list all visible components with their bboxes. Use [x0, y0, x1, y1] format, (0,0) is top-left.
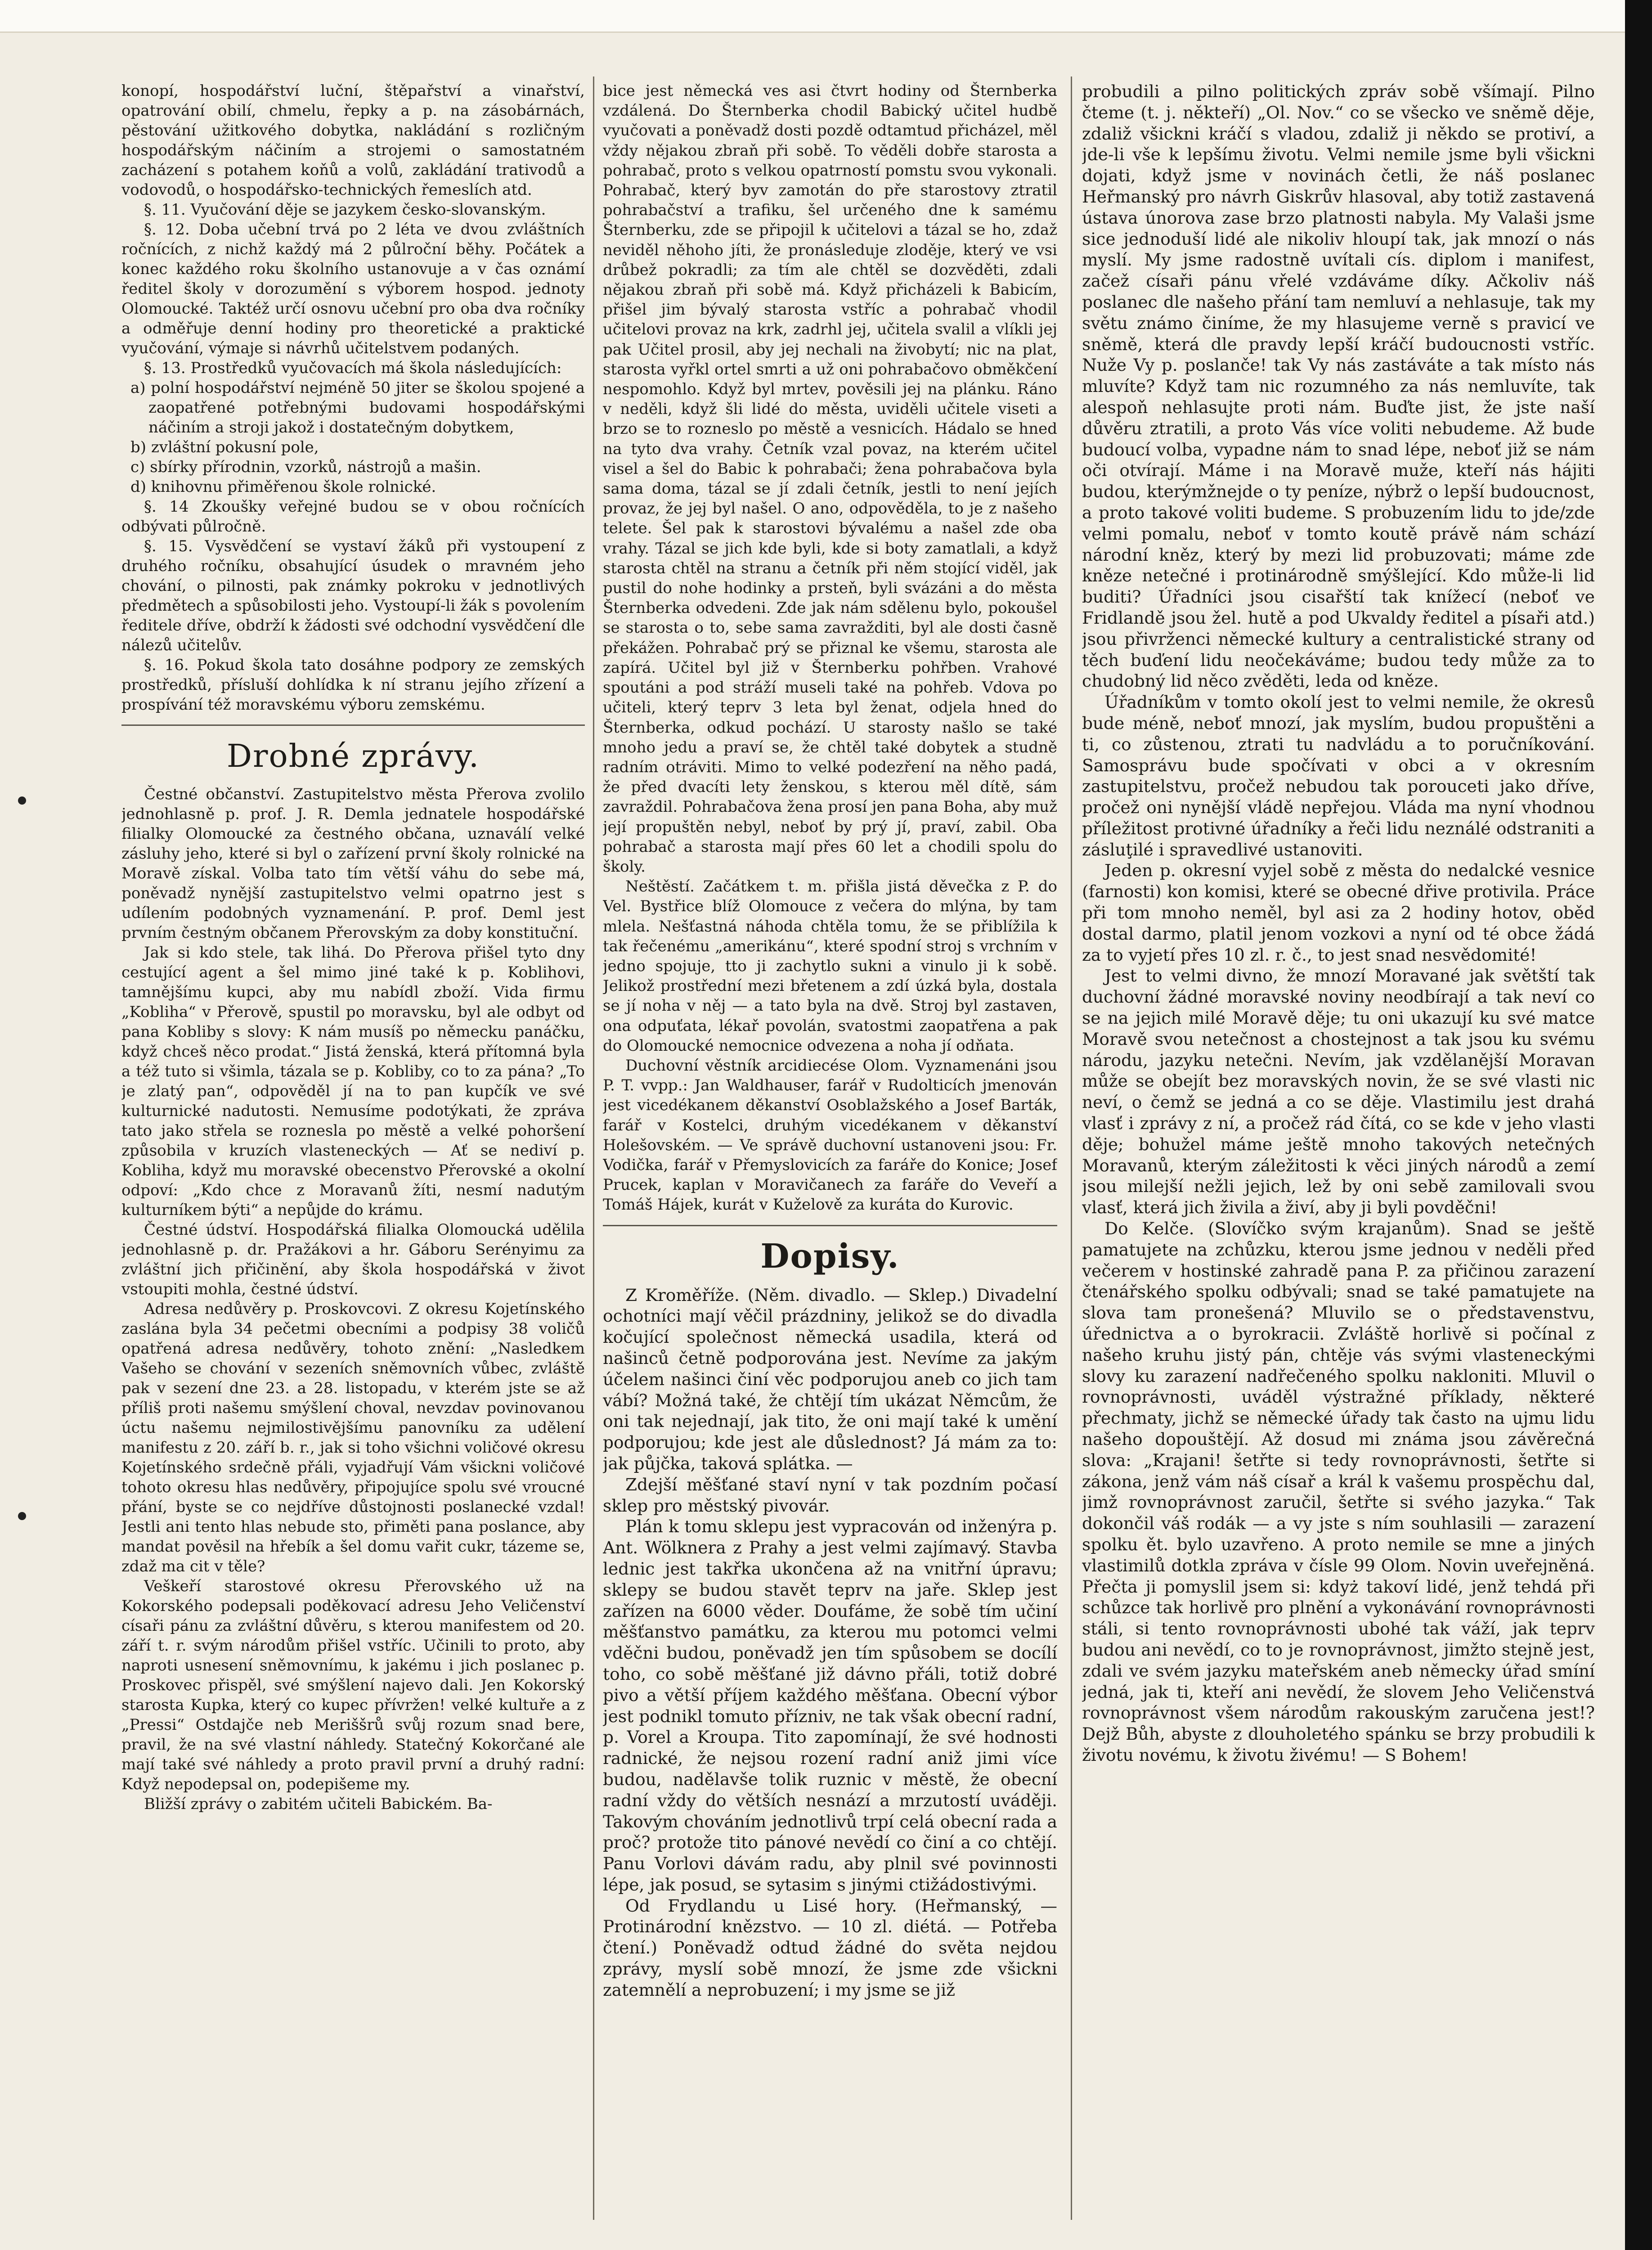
article-paragraph: §. 12. Doba učební trvá po 2 léta ve dvou zvláštních ročnících, z nichž každý má 2 půlroční běhy. Počátek a konec každého roku školního ustanovuje a v čas oznámí ředitel školy v dorozumění s výborem hospod. jednoty Olomoucké. Taktéž určí osnovu učební pro oba dva ročníky a odměřuje denní hodiny pro theoretické a praktické vyučování, výmaje si návrhů učitelstvem podaných.	[121, 220, 585, 357]
article-paragraph: §. 16. Pokud škola tato dosáhne podpory ze zemských prostředků, přísluší dohlídka k ní stranu jejího zřízení a prospívání též moravskému výboru zemskému.	[121, 656, 585, 714]
letter-paragraph: Jeden p. okresní vyjel sobě z města do nedalcké vesnice (farnosti) kon komisi, které se obecné dřive protivila. Práce při tom mnoho neměl, byl asi za 2 hodiny hotov, oběd dostal darmo, platil jenom vozkovi a nyní od té obce žádá za to vyjetí přes 10 zl. r. č., to jest snad nesvědomité!	[1082, 860, 1595, 965]
article-paragraph: §. 13. Prostředků vyučovacích má škola následujících:	[144, 359, 562, 377]
news-item: Neštěstí. Začátkem t. m. přišla jistá děvečka z P. do Vel. Bystřice blíž Olomouce z večera do mlýna, by tam mlela. Nešťastná náhoda chtěla tomu, že se přiblížila k tak řečenému „amerikánu“, které spodní stroj s vrchním v jedno spojuje, tto ji zachytlo sukni a vinulo ji k sobě. Jelikož prostřední mezi břetenem a zdí úzká byla, dostala se jí noha v něj — a tato byla na dvě. Stroj byl zastaven, ona odpuťata, lékař povolán, svatostmi zaopatřena a pak do Olomoucké nemocnice odvezena a noha jí odňata.	[603, 878, 1057, 1055]
column-2	[603, 81, 1057, 2215]
article-paragraph: §. 15. Vysvědčení se vystaví žáků při vystoupení z druhého ročníku, obsahující úsudek o mravném jeho chování, o pilnosti, pak známky pokroku v jednotlivých předmětech a spůsobilosti jeho. Vystoupí-li žák s povolením ředitele dříve, obdrží k žádosti své odchodní vysvědčení dle nálezů učitelův.	[121, 537, 585, 654]
section-heading-drobne-zpravy: Drobné zprávy.	[226, 738, 480, 774]
letter-paragraph: Jest to velmi divno, že mnozí Moravané jak světští tak duchovní žádné moravské noviny neodbírají a tak neví co se na jejich milé Moravě děje; tu oni ukazují ku své matce Moravě svou netečnost a chostejnost a tak jsou ku svému národu, jazyku netečni. Nevím, jak vzdělanější Moravan může se obejít bez moravských novin, že se své vlasti nic neví, o čemž se jedná a co se děje. Vlastimilu jest drahá vlasť i zprávy z ní, a pročež rád čítá, co se kde v jeho vlasti děje; bohužel máme ještě mnoho takových netečných Moravanů, kterým záležitosti k věci jiných národů a zemí jsou milejší nežli jejich, lež by oni sebě zamilovali svou vlasť, která jich živila a živí, aby ji byli povděčni!	[1082, 966, 1595, 1218]
news-item: Veškeří starostové okresu Přerovského už na Kokorského podepsali poděkovací adresu Jeho Veličenství císaři pánu za zvláštní důvěru, s kterou manifestem od 20. září t. r. svým národům přišel vstříc. Učinili to proto, aby naproti usnesení sněmovnímu, k jakému i jich poslanec p. Proskovec přispěl, své smýšlení najevo dali. Jen Kokorský starosta Kupka, který co kupec přívržen! velké kultuře a z „Pressi“ Ostdajče neb Meriššrů svůj rozum snad bere, pravil, že na své vlastní náhledy. Statečný Kokorčané ale mají také své náhledy a proto pravil první a druhý radní: Když nepodepsal on, podepišeme my.	[121, 1577, 585, 1793]
section-divider	[121, 724, 585, 726]
letter-paragraph: Zdejší měšťané staví nyní v tak pozdním počasí sklep pro městský pivovár.	[603, 1474, 1057, 1516]
letter-paragraph: Plán k tomu sklepu jest vypracován od inženýra p. Ant. Wölknera z Prahy a jest velmi zajímavý. Stavba lednic jest takřka ukončena až na vnitřní úpravu; sklepy se budou stavět teprv na jaře. Sklep jest zařízen na 6000 věder. Doufáme, že sobě tím učiní měšťanstvo památku, za kterou mu potomci velmi vděčni budou, poněvadž jen tím spůsobem se docílí toho, co sobě měšťané již dávno přáli, totiž dobré pivo a větší příjem každého měšťana. Obecní výbor jest podnikl tomuto přízniv, ne tak však obecní radní, p. Vorel a Kroupa. Tito zapomínají, že své hodnosti radnické, že nejsou rození radní aniž jimi více budou, nadělavše tolik ruznic v městě, že obecní radní vždy do větších nesnází a mrzutostí uváději. Takovým chováním jednotlivů trpí celá obecní rada a proč? protože tito pánové nevědí co činí a co chtějí. Panu Vorlovi dávám radu, aby plnil své povinnosti lépe, jak posud, se sytasim s jinými ctižádostivými.	[603, 1516, 1057, 1894]
list-item: b) zvláštní pokusní pole,	[130, 438, 319, 456]
list-item: d) knihovnu přiměřenou škole rolnické.	[130, 478, 436, 496]
section-heading-dopisy: Dopisy.	[760, 1237, 900, 1276]
page-top-edge	[0, 0, 1652, 33]
column-rule	[1071, 76, 1072, 2220]
binding-hole-mark	[18, 1512, 26, 1520]
list-item: c) sbírky přírodnin, vzorků, nástrojů a mašin.	[130, 458, 481, 476]
news-item: bice jest německá ves asi čtvrt hodiny od Šternberka vzdálená. Do Šternberka chodil Babický učitel hudbě vyučovati a poněvadž dosti pozdě odtamtud přicházel, měl vždy nějakou zbraň při sobě. To věděli dobře starosta a pohrabač, proto s velkou opatrností pomstu svou vykonali. Pohrabač, který byv zamotán do pře starostovy ztratil pohrabačství a trafiku, šel určeného dne k samému Šternberku, zde se připojil k učitelovi a tázal se ho, zdaž neviděl něhoho jíti, že pronásleduje zloděje, který ve vsi drůbež pokradli; za tím ale chtěl se dozvěděti, zdali nějakou zbraň při sobě má. Když přicházeli k Babicím, přišel jim bývalý starosta vstříc a pohrabač vhodil učitelovi provaz na krk, zadrhl jej, učitela svalil a vlíkli jej pak Učitel prosil, aby jej nechali na živobytí; nic na plat, starosta vyřkl ortel smrti a už oni pohrabačovo obměkčení nespomohlo. Když byl mrtev, pověsili jej na plánku. Ráno v neděli, když šli lidé do města, uviděli učitele viseti a brzo se to rozneslo po městě a vesnicích. Hádalo se hned na tyto dva vrahy. Četník vzal povaz, na kterém učitel visel a šel do Babic k pohrabači; žena pohrabačova byla sama doma, tázal se jí zdali četník, jestli to není jejích provaz, že jej byl našel. O ano, odpověděla, to je z našeho telete. Šel pak k starostovi bývalému a našel zde oba vrahy. Tázal se jich kde byli, kde si boty zamatlali, a když starosta chtěl na stranu a četník při něm stojící viděl, jak pustil do nohe hodinky a prsteň, byli svázáni a do města Šternberka odvedeni. Zde jak nám sdělenu bylo, pokoušel se starosta o to, sebe sama zavražditi, byl ale dosti časně překážen. Pohrabač prý se přiznal ke všemu, starosta ale zapírá. Učitel byl již v Šternberku pohřben. Vrahové spoutáni a pod stráží museli také na pohřeb. Vdova po učiteli, který teprv 3 leta byl ženat, odjela hned do Šternberka, odkud pochází. U starosty našlo se také mnoho jedu a praví se, že chtěl také dobytek a studně radním otráviti. Mimo to velké podezření na něho padá, že před dvacíti lety ženskou, s kterou měl dítě, sám zavraždil. Pohrabačova žena prosí jen pana Boha, aby muž její propuštěn nebyl, neboť by prý jí, praví, zabil. Oba pohrabač a starosta mají přes 60 let a chodili spolu do školy.	[603, 82, 1057, 876]
column-3	[1082, 81, 1595, 2215]
news-item: Čestné údství. Hospodářská filialka Olomoucká udělila jednohlasně p. dr. Pražákovi a hr. Gáboru Serényimu za zvláštní jich přičinění, aby škola hospodářská v život vstoupiti mohla, čestné údství.	[121, 1221, 585, 1298]
news-item: Bližší zprávy o zabitém učiteli Babickém. Ba-	[144, 1795, 493, 1813]
letter-paragraph: Z Kroměříže. (Něm. divadlo. — Sklep.) Divadelní ochotníci mají věčil prázdniny, jelikož se do divadla kočující společnost německá usadila, která od našinců četně podporována jest. Nevíme za jakým účelem našinci činí věc podporujou aneb co jich tam vábí? Možná také, že chtějí tím ukázat Němcům, že oni tak nejednají, jak tito, že oni mají také k umění podporujou; kde jest ale důslednost? Já mám za to: jak půjčka, taková splátka. —	[603, 1285, 1057, 1473]
binding-hole-mark	[18, 796, 26, 805]
article-paragraph: konopí, hospodářství luční, štěpařství a vinařství, opatrování obilí, chmelu, řepky a p. na zásobárnách, pěstování užitkového dobytka, nakládání s rozličným hospodářským náčiním a strojemi o samostatném zacházení s potahem koňů a volů, zakládání trativodů a vodovodů, o hospodářsko-technických řemeslích atd.	[121, 82, 585, 199]
column-rule	[593, 76, 594, 2220]
means-list	[121, 378, 585, 497]
page-right-edge	[1625, 0, 1652, 2250]
letter-paragraph: Do Kelče. (Slovíčko svým krajanům). Snad se ještě pamatujete na zchůzku, kterou jsme jednou v neděli před večerem v hostinské zahradě pana P. za přičinou zarazení čtenářského spolku odbývali; snad se také pamatujete na slova tam pronešená? Mluvilo se o představenstvu, úřednictva a o byrokracii. Zvláště horlivě si počínal z našeho kruhu jistý pán, chtěje vás svými vlasteneckými slovy ku zarazení nadřečeného spolku nakloniti. Mluvil o rovnoprávnosti, uváděl výstražné příklady, některé přechmaty, jichž se německé úřady tak často na ujmu lidu našeho dopouštějí. Až dosud mi známa jsou závěrečná slova: „Krajani! šetřte si tedy rovnoprávnosti, šetřte si zákona, jenž vám náš císař a král k vašemu prospěchu dal, jimž rovnoprávnost zaručil, šetřte si svého jazyka.“ Tak dokončil váš rodák — a vy jste s ním souhlasili — zarazení spolku ět. bylo uzavřeno. A proto nemile se mne a jiných vlastimilů dotkla zpráva v čísle 99 Olom. Novin uveřejněná. Přečta ji pomyslil jsem si: kdyż takoví lidé, jenž tehdá při schůzce tak horlivě pro plnění a vykonávání rovnoprávnosti stáli, si tento rovnoprávnosti ubohé tak váží, jak teprv budou ani nevědí, co to je rovnoprávnost, jimžto stejně jest, zdali ve svém jazyku mateřském aneb německy úřad smíní jedná, jak ti, kteří ani nevědí, že slovem Jeho Veličenstvá rovnoprávnost všem národům rakouským zaručena jest!? Dejž Bůh, abyste z dlouholetého spánku se brzy probudili k životu novému, k životu živému! — S Bohem!	[1082, 1219, 1595, 1765]
news-item: Duchovní věstník arcidiecése Olom. Vyznamenáni jsou P. T. vvpp.: Jan Waldhauser, farář v Rudolticích jmenován jest vicedékanem děkanství Osoblažského a Josef Barták, farář v Kostelci, druhým vicedékanem v děkanství Holešovském. — Ve správě duchovní ustanoveni jsou: Fr. Vodička, farář v Přemyslovicích za faráře do Konice; Josef Prucek, kaplan v Moravičanech za faráře do Veveří a Tomáš Hájek, kurát v Kuželově za kuráta do Kurovic.	[603, 1056, 1057, 1214]
letter-paragraph: Od Frydlandu u Lisé hory. (Heřmanský, — Protinárodní knězstvo. — 10 zl. diétá. — Potřeba čtení.) Poněvadž odtud žádné do světa nejdou zprávy, myslí sobě mnozí, že jsme zde všickni zatemnělí a neprobuzení; i my jsme se již	[603, 1895, 1057, 2000]
news-item: Jak si kdo stele, tak lihá. Do Přerova přišel tyto dny cestující agent a šel mimo jiné také k p. Koblihovi, tamnějšímu kupci, aby mu nabídl zboží. Vida firmu „Kobliha“ v Přerově, spustil po moravsku, byl ale odbyt od pana Kobliby s slovy: K nám musíš po německu panáčku, když chceš něco prodat.“ Jistá ženská, která přítomná byla a též tuto si všimla, tázala se p. Kobliby, co to za pána? „To je zlatý pan“, odpověděl jí na to pan kupčík ve své kulturnické nadutosti. Nemusíme podotýkati, že zpráva tato jako střela se roznesla po městě a velké pohoršení způsobila v kruzích vlasteneckých — Ať se nediví p. Kobliha, když mu moravské obecenstvo Přerovské a okolní odpoví: „Kdo chce z Moravanů žíti, nesmí nadutým kulturníkem býti“ a nepůjde do krámu.	[121, 944, 585, 1219]
letter-paragraph: Úřadníkům v tomto okolí jest to velmi nemile, že okresů bude méně, neboť mnozí, jak myslím, budou propuštěni a ti, co zůstenou, ztrati tu nadvládu a to poručníkování. Samosprávu bude spočívati v obci a v okresním zastupitelstvu, pročež nebudou tak porouceti jako dříve, pročež oni nynější vládě nepřejou. Vláda ma nyní vhodnou příležitost protivné úřadníky a řeči lidu neználé odstraniti a zásluţilé i spravedlivé ustanoviti.	[1082, 692, 1595, 860]
article-paragraph: §. 14 Zkoušky veřejné budou se v obou ročnících odbývati půlročně.	[121, 498, 585, 536]
section-divider	[603, 1225, 1057, 1226]
news-item: Čestné občanství. Zastupitelstvo města Přerova zvolilo jednohlasně p. prof. J. R. Demla jednatele hospodářské filialky Olomoucké za čestného občana, uznaválí velké zásluhy jeho, které si byl o zařízení první školy rolnické na Moravě získal. Volba tato tím větší váhu do sebe má, poněvadž nynější zastupitelstvo velmi opatrno jest s udílením podobných vyznamenání. P. prof. Deml jest prvním čestným občanem Přerovským za doby konstituční.	[121, 785, 585, 942]
news-item: Adresa nedůvěry p. Proskovcovi. Z okresu Kojetínského zaslána byla 34 pečetmi obecními a podpisy 38 voličů opatřená adresa nedůvěry, tohoto znění: „Nasledkem Vašeho se chování v sezeních sněmovních vůbec, zvláště pak v sezení dne 23. a 28. listopadu, v kterém jste se až příliš proti našemu smýšlení choval, nevzdav povinovanou úctu našemu nejmilostivějšímu panovníku za udělení manifestu z 20. září b. r., jak si toho všichni voličové okresu Kojetínského srdečně přáli, vyjadřují Vám všickni voličové tohoto okresu hlas nedůvěry, připojujíce spolu své vroucné přání, byste se co nejdříve důstojnosti poslanecké vzdal! Jestli ani tento hlas nebude sto, přiměti pana poslance, aby mandat pověsil na hřebík a šel domu vařit cukr, tázeme se, zdaž ma cit v těle?	[121, 1300, 585, 1575]
column-1	[121, 81, 585, 2215]
letter-paragraph: probudili a pilno politických zpráv sobě všímají. Pilno čteme (t. j. někteří) „Ol. Nov.“ co se všecko ve sněmě děje, zdaliž všickni kráčí s vladou, zdaliž ji někdo se protiví, a jde-li vše k lepšímu životu. Velmi nemile jsme byli všickni dojati, když jsme v novinách četli, že náš poslanec Heřmanský pro návrh Giskrův hlasoval, aby totiž zastavená ústava únorova zase brzo platnosti nabyla. My Valaši jsme sice jednoduší lidé ale nikoliv hloupí tak, jak mnozí o nás myslí. My jsme radostně uvítali cís. diplom i manifest, začež císaři pánu vřelé vzdáváme díky. Ačkoliv náš poslanec dle našeho přání tam nemluví a nehlasuje, tak my světu známo činíme, že my hlasujeme verně s pravicí ve sněmě, která dle pravdy lepší kráčí budoucnosti vstříc. Nuže Vy p. poslanče! tak Vy nás zastáváte a tak místo nás mluvíte? Když tam nic rozumného za nás nemluvíte, tak alespoň nehlasujte proti nám. Buďte jist, že jste naší důvěru ztratili, a proto Vás více voliti nebudeme. Až bude budoucí volba, vypadne nám to snad lépe, neboť již se nám oči otvírají. Máme i na Moravě muže, kteří nás hájiti budou, kterýmžnejde o ty peníze, nýbrž o lepší budoucnost, a proto takové voliti budeme. S probuzením lidu to jde/zde velmi pomalu, neboť v tomto koutě právě nám schází národní kněz, který by mezi lid probuzovati; máme zde kněze netečné i protinárodně smýšlející. Kdo může-li lid buditi? Úřadníci jsou cisařští tak knížecí (neboť ve Fridlandě jsou žel. hutě a pod Ukvaldy ředitel a písaři atd.) jsou přivrženci německé kultury a centralistické strany od těch buďení lidu neočekáváme; budou tedy může za to chudobný lid něco zvěděti, leda od kněze.	[1082, 81, 1595, 691]
article-paragraph: §. 11. Vyučování děje se jazykem česko-slovanským.	[144, 201, 546, 219]
list-item: a) polní hospodářství nejméně 50 jiter se školou spojené a zaopatřené potřebnými budovami hospodářskými náčiním a stroji jakož i dostatečným dobytkem,	[130, 379, 585, 436]
